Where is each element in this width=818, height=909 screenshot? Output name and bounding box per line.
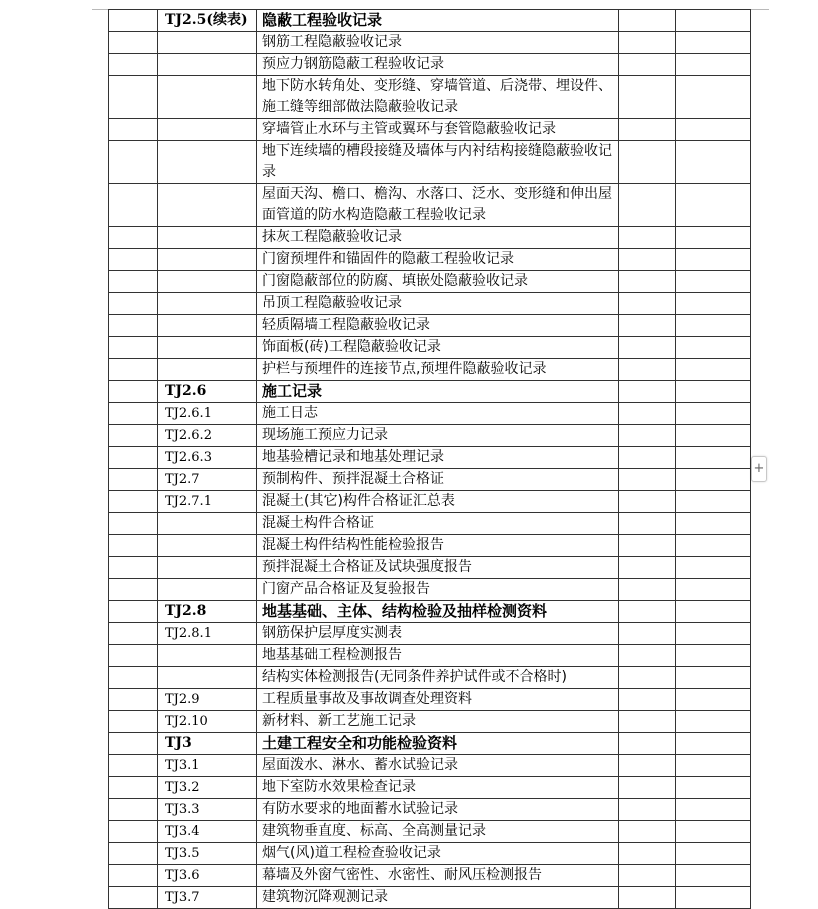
blank-cell-pages <box>619 271 676 293</box>
item-code-cell <box>158 54 257 76</box>
blank-cell-left <box>109 777 158 799</box>
table-row <box>109 184 751 227</box>
item-code-cell: TJ3.5 <box>158 843 257 865</box>
blank-cell-remarks <box>676 733 751 755</box>
blank-cell-pages <box>619 184 676 227</box>
table-row <box>109 119 751 141</box>
blank-cell-remarks <box>676 821 751 843</box>
item-code-cell: TJ2.6.2 <box>158 425 257 447</box>
item-code-cell: TJ2.9 <box>158 689 257 711</box>
item-code-cell: TJ3.7 <box>158 887 257 909</box>
table-row <box>109 513 751 535</box>
table-row <box>109 887 751 909</box>
item-description-cell: 工程质量事故及事故调查处理资料 <box>257 689 619 711</box>
expand-button[interactable]: + <box>751 456 767 482</box>
item-code-cell: TJ2.6.1 <box>158 403 257 425</box>
blank-cell-pages <box>619 865 676 887</box>
blank-cell-pages <box>619 403 676 425</box>
table-row <box>109 293 751 315</box>
table-row <box>109 733 751 755</box>
blank-cell-left <box>109 184 158 227</box>
item-description-cell: 地下连续墙的槽段接缝及墙体与内衬结构接缝隐蔽验收记录 <box>257 141 619 184</box>
blank-cell-left <box>109 359 158 381</box>
item-code-cell <box>158 141 257 184</box>
blank-cell-pages <box>619 667 676 689</box>
blank-cell-left <box>109 645 158 667</box>
blank-cell-remarks <box>676 623 751 645</box>
item-code-cell <box>158 76 257 119</box>
blank-cell-pages <box>619 711 676 733</box>
blank-cell-remarks <box>676 777 751 799</box>
item-code-cell: TJ2.10 <box>158 711 257 733</box>
blank-cell-remarks <box>676 799 751 821</box>
item-code-cell: TJ2.8 <box>158 601 257 623</box>
blank-cell-pages <box>619 119 676 141</box>
blank-cell-left <box>109 557 158 579</box>
item-code-cell <box>158 535 257 557</box>
item-description-cell: 施工日志 <box>257 403 619 425</box>
blank-cell-pages <box>619 843 676 865</box>
item-description-cell: 土建工程安全和功能检验资料 <box>257 733 619 755</box>
blank-cell-remarks <box>676 425 751 447</box>
blank-cell-pages <box>619 249 676 271</box>
blank-cell-left <box>109 249 158 271</box>
item-description-cell: 抹灰工程隐蔽验收记录 <box>257 227 619 249</box>
blank-cell-left <box>109 315 158 337</box>
blank-cell-pages <box>619 315 676 337</box>
blank-cell-pages <box>619 227 676 249</box>
table-row <box>109 271 751 293</box>
blank-cell-left <box>109 337 158 359</box>
table-row <box>109 623 751 645</box>
blank-cell-left <box>109 293 158 315</box>
blank-cell-left <box>109 535 158 557</box>
blank-cell-remarks <box>676 10 751 32</box>
item-description-cell: 新材料、新工艺施工记录 <box>257 711 619 733</box>
blank-cell-left <box>109 733 158 755</box>
item-description-cell: 地基基础工程检测报告 <box>257 645 619 667</box>
table-row <box>109 141 751 184</box>
item-code-cell <box>158 249 257 271</box>
item-description-cell: 屋面天沟、檐口、檐沟、水落口、泛水、变形缝和伸出屋面管道的防水构造隐蔽工程验收记录 <box>257 184 619 227</box>
blank-cell-pages <box>619 447 676 469</box>
item-description-cell: 建筑物沉降观测记录 <box>257 887 619 909</box>
blank-cell-remarks <box>676 141 751 184</box>
blank-cell-left <box>109 403 158 425</box>
blank-cell-pages <box>619 491 676 513</box>
blank-cell-pages <box>619 76 676 119</box>
item-description-cell: 地基验槽记录和地基处理记录 <box>257 447 619 469</box>
blank-cell-pages <box>619 887 676 909</box>
table-row <box>109 557 751 579</box>
blank-cell-left <box>109 799 158 821</box>
table-row <box>109 54 751 76</box>
blank-cell-left <box>109 76 158 119</box>
blank-cell-remarks <box>676 667 751 689</box>
item-description-cell: 地下防水转角处、变形缝、穿墙管道、后浇带、埋设件、施工缝等细部做法隐蔽验收记录 <box>257 76 619 119</box>
item-description-cell: 预拌混凝土合格证及试块强度报告 <box>257 557 619 579</box>
blank-cell-remarks <box>676 865 751 887</box>
item-code-cell: TJ3.1 <box>158 755 257 777</box>
blank-cell-pages <box>619 535 676 557</box>
table-row <box>109 711 751 733</box>
table-row <box>109 491 751 513</box>
item-code-cell <box>158 293 257 315</box>
blank-cell-left <box>109 32 158 54</box>
item-code-cell: TJ3.3 <box>158 799 257 821</box>
table-row <box>109 667 751 689</box>
blank-cell-remarks <box>676 119 751 141</box>
table-row <box>109 227 751 249</box>
archive-index-table <box>108 9 751 909</box>
blank-cell-pages <box>619 141 676 184</box>
table-row <box>109 337 751 359</box>
item-description-cell: 门窗预埋件和锚固件的隐蔽工程验收记录 <box>257 249 619 271</box>
blank-cell-left <box>109 579 158 601</box>
item-code-cell: TJ3.2 <box>158 777 257 799</box>
blank-cell-pages <box>619 381 676 403</box>
item-code-cell: TJ3.4 <box>158 821 257 843</box>
item-code-cell: TJ2.7.1 <box>158 491 257 513</box>
item-code-cell: TJ2.6 <box>158 381 257 403</box>
blank-cell-left <box>109 843 158 865</box>
blank-cell-remarks <box>676 293 751 315</box>
blank-cell-remarks <box>676 601 751 623</box>
blank-cell-pages <box>619 54 676 76</box>
blank-cell-pages <box>619 755 676 777</box>
item-code-cell <box>158 337 257 359</box>
blank-cell-left <box>109 667 158 689</box>
item-description-cell: 地下室防水效果检查记录 <box>257 777 619 799</box>
blank-cell-pages <box>619 733 676 755</box>
blank-cell-pages <box>619 579 676 601</box>
blank-cell-left <box>109 755 158 777</box>
item-description-cell: 饰面板(砖)工程隐蔽验收记录 <box>257 337 619 359</box>
blank-cell-pages <box>619 513 676 535</box>
blank-cell-left <box>109 54 158 76</box>
item-description-cell: 地基基础、主体、结构检验及抽样检测资料 <box>257 601 619 623</box>
item-description-cell: 预制构件、预拌混凝土合格证 <box>257 469 619 491</box>
blank-cell-pages <box>619 821 676 843</box>
blank-cell-pages <box>619 469 676 491</box>
blank-cell-pages <box>619 293 676 315</box>
item-description-cell: 屋面泼水、淋水、蓄水试验记录 <box>257 755 619 777</box>
table-row <box>109 843 751 865</box>
table-row <box>109 579 751 601</box>
item-description-cell: 混凝土构件结构性能检验报告 <box>257 535 619 557</box>
table-body <box>109 10 751 909</box>
blank-cell-remarks <box>676 711 751 733</box>
item-description-cell: 施工记录 <box>257 381 619 403</box>
item-code-cell <box>158 315 257 337</box>
item-description-cell: 混凝土(其它)构件合格证汇总表 <box>257 491 619 513</box>
blank-cell-remarks <box>676 315 751 337</box>
table-row <box>109 359 751 381</box>
blank-cell-pages <box>619 645 676 667</box>
blank-cell-pages <box>619 623 676 645</box>
table-row <box>109 10 751 32</box>
item-code-cell <box>158 359 257 381</box>
blank-cell-remarks <box>676 32 751 54</box>
blank-cell-pages <box>619 557 676 579</box>
blank-cell-pages <box>619 689 676 711</box>
item-description-cell: 门窗产品合格证及复验报告 <box>257 579 619 601</box>
blank-cell-left <box>109 513 158 535</box>
blank-cell-remarks <box>676 689 751 711</box>
item-code-cell <box>158 557 257 579</box>
blank-cell-pages <box>619 425 676 447</box>
blank-cell-left <box>109 491 158 513</box>
blank-cell-pages <box>619 799 676 821</box>
blank-cell-remarks <box>676 54 751 76</box>
item-code-cell: TJ2.7 <box>158 469 257 491</box>
blank-cell-remarks <box>676 271 751 293</box>
item-description-cell: 门窗隐蔽部位的防腐、填嵌处隐蔽验收记录 <box>257 271 619 293</box>
item-description-cell: 隐蔽工程验收记录 <box>257 10 619 32</box>
blank-cell-remarks <box>676 447 751 469</box>
item-description-cell: 有防水要求的地面蓄水试验记录 <box>257 799 619 821</box>
blank-cell-left <box>109 601 158 623</box>
blank-cell-pages <box>619 777 676 799</box>
blank-cell-remarks <box>676 381 751 403</box>
blank-cell-pages <box>619 32 676 54</box>
item-code-cell: TJ2.5(续表) <box>158 10 257 32</box>
item-description-cell: 预应力钢筋隐蔽工程验收记录 <box>257 54 619 76</box>
table-row <box>109 689 751 711</box>
blank-cell-left <box>109 711 158 733</box>
blank-cell-left <box>109 623 158 645</box>
blank-cell-left <box>109 447 158 469</box>
table-row <box>109 821 751 843</box>
item-code-cell <box>158 184 257 227</box>
table-row <box>109 249 751 271</box>
item-code-cell <box>158 579 257 601</box>
table-row <box>109 381 751 403</box>
item-code-cell <box>158 645 257 667</box>
item-description-cell: 钢筋保护层厚度实测表 <box>257 623 619 645</box>
blank-cell-pages <box>619 359 676 381</box>
blank-cell-remarks <box>676 843 751 865</box>
item-description-cell: 结构实体检测报告(无同条件养护试件或不合格时) <box>257 667 619 689</box>
table-row <box>109 447 751 469</box>
blank-cell-remarks <box>676 469 751 491</box>
item-description-cell: 建筑物垂直度、标高、全高测量记录 <box>257 821 619 843</box>
item-code-cell <box>158 32 257 54</box>
blank-cell-left <box>109 865 158 887</box>
item-code-cell: TJ3.6 <box>158 865 257 887</box>
item-description-cell: 穿墙管止水环与主管或翼环与套管隐蔽验收记录 <box>257 119 619 141</box>
blank-cell-remarks <box>676 491 751 513</box>
blank-cell-remarks <box>676 535 751 557</box>
table-row <box>109 777 751 799</box>
blank-cell-left <box>109 821 158 843</box>
blank-cell-pages <box>619 337 676 359</box>
table-row <box>109 865 751 887</box>
blank-cell-left <box>109 227 158 249</box>
blank-cell-remarks <box>676 227 751 249</box>
table-row <box>109 76 751 119</box>
item-code-cell: TJ2.6.3 <box>158 447 257 469</box>
blank-cell-remarks <box>676 249 751 271</box>
blank-cell-left <box>109 425 158 447</box>
blank-cell-left <box>109 141 158 184</box>
blank-cell-left <box>109 271 158 293</box>
blank-cell-left <box>109 469 158 491</box>
table-row <box>109 535 751 557</box>
item-description-cell: 现场施工预应力记录 <box>257 425 619 447</box>
item-code-cell: TJ2.8.1 <box>158 623 257 645</box>
table-row <box>109 469 751 491</box>
blank-cell-remarks <box>676 359 751 381</box>
item-description-cell: 混凝土构件合格证 <box>257 513 619 535</box>
table-row <box>109 32 751 54</box>
blank-cell-remarks <box>676 337 751 359</box>
blank-cell-remarks <box>676 557 751 579</box>
blank-cell-pages <box>619 601 676 623</box>
blank-cell-remarks <box>676 755 751 777</box>
table-row <box>109 799 751 821</box>
item-description-cell: 轻质隔墙工程隐蔽验收记录 <box>257 315 619 337</box>
item-description-cell: 烟气(风)道工程检查验收记录 <box>257 843 619 865</box>
item-description-cell: 幕墙及外窗气密性、水密性、耐风压检测报告 <box>257 865 619 887</box>
blank-cell-left <box>109 887 158 909</box>
blank-cell-remarks <box>676 76 751 119</box>
item-code-cell <box>158 513 257 535</box>
blank-cell-remarks <box>676 513 751 535</box>
table-row <box>109 315 751 337</box>
item-code-cell: TJ3 <box>158 733 257 755</box>
item-code-cell <box>158 119 257 141</box>
blank-cell-left <box>109 689 158 711</box>
blank-cell-pages <box>619 10 676 32</box>
blank-cell-remarks <box>676 887 751 909</box>
item-description-cell: 钢筋工程隐蔽验收记录 <box>257 32 619 54</box>
blank-cell-left <box>109 381 158 403</box>
item-code-cell <box>158 271 257 293</box>
item-code-cell <box>158 667 257 689</box>
blank-cell-left <box>109 10 158 32</box>
table-row <box>109 425 751 447</box>
table-row <box>109 645 751 667</box>
item-description-cell: 吊顶工程隐蔽验收记录 <box>257 293 619 315</box>
item-code-cell <box>158 227 257 249</box>
blank-cell-remarks <box>676 645 751 667</box>
table-row <box>109 403 751 425</box>
blank-cell-remarks <box>676 184 751 227</box>
blank-cell-remarks <box>676 579 751 601</box>
table-row <box>109 601 751 623</box>
blank-cell-left <box>109 119 158 141</box>
item-description-cell: 护栏与预埋件的连接节点,预埋件隐蔽验收记录 <box>257 359 619 381</box>
blank-cell-remarks <box>676 403 751 425</box>
table-row <box>109 755 751 777</box>
